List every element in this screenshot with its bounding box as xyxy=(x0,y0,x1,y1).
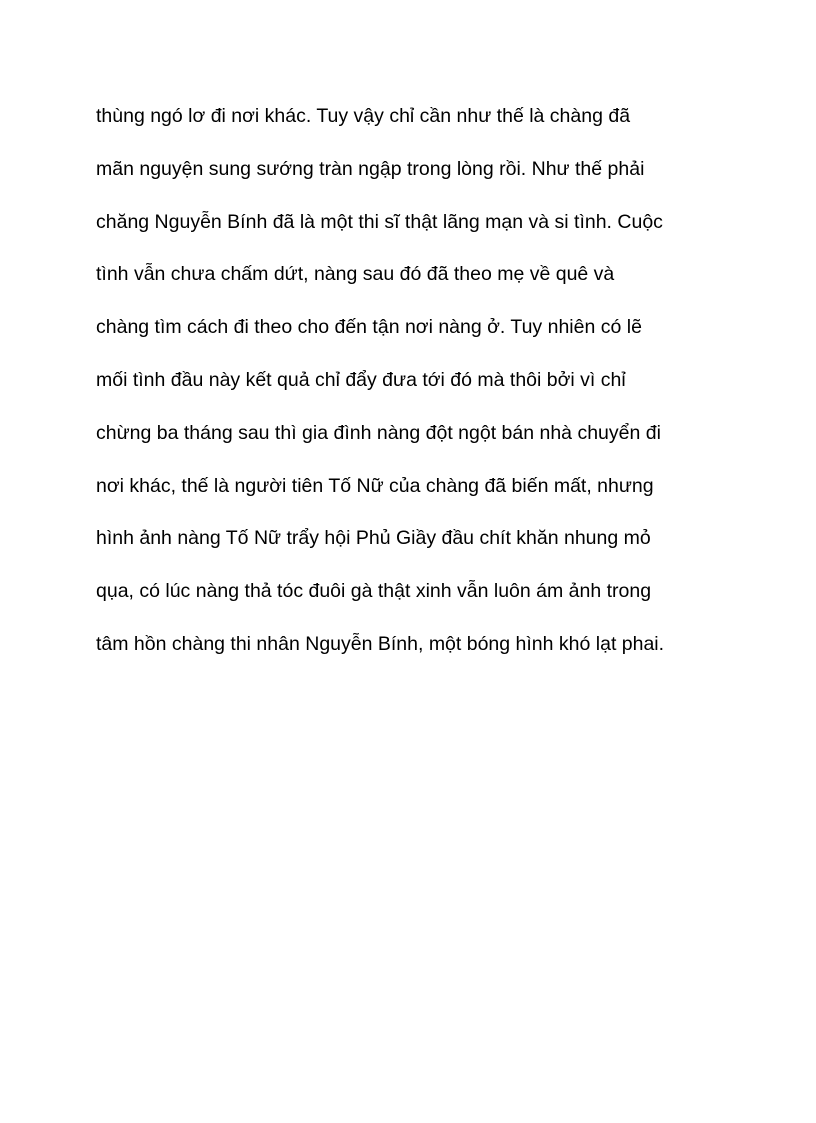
text-line: chăng Nguyễn Bính đã là một thi sĩ thật lãng mạn và si tình. Cuộc xyxy=(96,210,663,233)
text-line: thùng ngó lơ đi nơi khác. Tuy vậy chỉ cần như thế là chàng đã xyxy=(96,105,631,127)
text-line: nơi khác, thế là người tiên Tố Nữ của chàng đã biến mất, nhưng xyxy=(96,474,654,497)
text-line: mãn nguyện sung sướng tràn ngập trong lòng rồi. Như thế phải xyxy=(96,157,645,180)
text-line: chừng ba tháng sau thì gia đình nàng đột ngột bán nhà chuyển đi xyxy=(96,421,661,444)
text-line: mối tình đầu này kết quả chỉ đẩy đưa tới đó mà thôi bởi vì chỉ xyxy=(96,368,626,391)
text-line: hình ảnh nàng Tố Nữ trẩy hội Phủ Giầy đầu chít khăn nhung mỏ xyxy=(96,527,651,550)
text-line: qụa, có lúc nàng thả tóc đuôi gà thật xinh vẫn luôn ám ảnh trong xyxy=(96,580,652,603)
text-line: tâm hồn chàng thi nhân Nguyễn Bính, một bóng hình khó lạt phai. xyxy=(96,632,665,655)
text-line: chàng tìm cách đi theo cho đến tận nơi nàng ở. Tuy nhiên có lẽ xyxy=(96,316,642,339)
text-line: tình vẫn chưa chấm dứt, nàng sau đó đã theo mẹ về quê và xyxy=(96,263,615,286)
body-text xyxy=(96,96,776,677)
